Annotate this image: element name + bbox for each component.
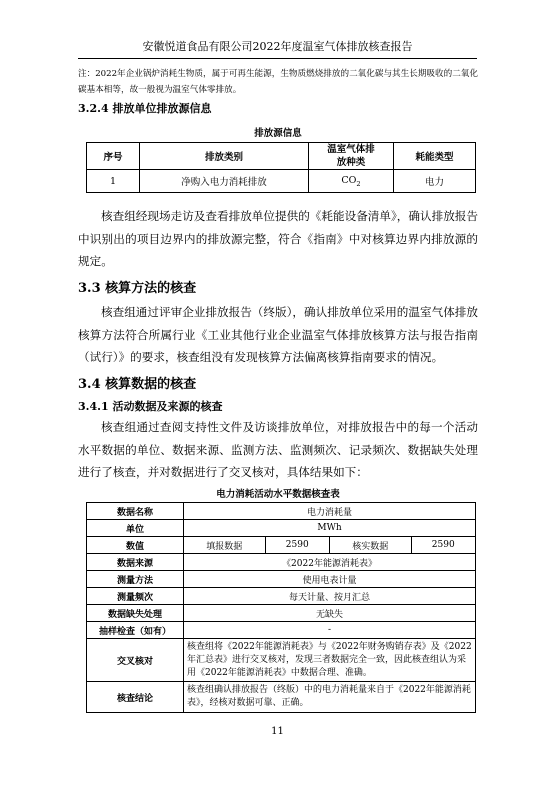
value-conclusion: 核查组确认排放报告（终版）中的电力消耗量来自于《2022年能源消耗表》，经核对数据可靠、正确。: [184, 682, 476, 713]
cell-index: 1: [87, 170, 140, 193]
table-row: [87, 605, 476, 622]
gas-formula: CO: [341, 174, 357, 186]
verified-data-label: 核实数据: [329, 537, 411, 554]
col-header-energy: 耗能类型: [394, 143, 476, 170]
paragraph-activity-data: 核查组通过查阅支持性文件及访谈排放单位，对排放报告中的每一个活动水平数据的单位、数据来源、监测方法、监测频次、记录频次、数据缺失处理进行了核查，并对数据进行了交叉核对，具体结果如下：: [78, 420, 478, 479]
col-header-type: 排放类别: [140, 143, 309, 170]
label-measurement-frequency: 测量频次: [87, 588, 184, 605]
running-header: 安徽悦道食品有限公司2022年度温室气体排放核查报告: [78, 38, 477, 59]
value-measurement-frequency: 每天计量、按月汇总: [184, 588, 476, 605]
col-header-index: 序号: [87, 143, 140, 170]
cell-type: 净购入电力消耗排放: [140, 170, 309, 193]
table-row: [87, 622, 476, 639]
value-missing-data: 无缺失: [184, 605, 476, 622]
activity-table-caption: 电力消耗活动水平数据核查表: [216, 489, 340, 500]
value-cross-check: 核查组将《2022年能源消耗表》与《2022年财务购销存表》及《2022年汇总表》进行交叉核对，发现三者数据完全一致，因此核查组认为采用《2022年能源消耗表》中数据合理、准确。: [184, 639, 476, 682]
label-unit: 单位: [87, 520, 184, 537]
paragraph-boundary-check: 核查组经现场走访及查看排放单位提供的《耗能设备清单》，确认排放报告中识别出的项目边界内的排放源完整，符合《指南》中对核算边界内排放源的规定。: [78, 209, 478, 268]
section-heading-3-4-1: 3.4.1 活动数据及来源的核查: [78, 400, 223, 413]
sources-table-caption: 排放源信息: [254, 128, 302, 139]
label-sampling-check: 抽样检查（如有）: [87, 622, 184, 639]
activity-data-table: [86, 502, 476, 713]
gas-formula-subscript: 2: [356, 179, 361, 188]
value-data-source: 《2022年能源消耗表》: [184, 554, 476, 571]
emission-sources-table: [86, 142, 476, 193]
label-data-name: 数据名称: [87, 503, 184, 520]
page-number: 11: [271, 726, 284, 737]
section-heading-3-3: 3.3 核算方法的核查: [78, 281, 197, 296]
label-data-source: 数据来源: [87, 554, 184, 571]
table-row: [87, 588, 476, 605]
label-value: 数值: [87, 537, 184, 554]
table-row: [87, 170, 476, 193]
value-measurement-method: 使用电表计量: [184, 571, 476, 588]
table-row: [87, 554, 476, 571]
label-cross-check: 交叉核对: [87, 639, 184, 682]
col-header-gas-text: 温室气体排放种类: [327, 144, 375, 168]
value-data-name: 电力消耗量: [184, 503, 476, 520]
paragraph-method-check: 核查组通过评审企业排放报告（终版），确认排放单位采用的温室气体排放核算方法符合所属行业《工业其他行业企业温室气体排放核算方法与报告指南（试行）》的要求，核查组没有发现核算方法偏离核算指南要求的情况。: [78, 305, 478, 364]
table-row: [87, 520, 476, 537]
table-row: [87, 682, 476, 713]
table-row: [87, 639, 476, 682]
reported-data-value: 2590: [265, 537, 329, 554]
reported-data-label: 填报数据: [184, 537, 266, 554]
verified-data-value: 2590: [411, 537, 475, 554]
label-missing-data: 数据缺失处理: [87, 605, 184, 622]
label-conclusion: 核查结论: [87, 682, 184, 713]
table-row: [87, 571, 476, 588]
section-heading-3-4: 3.4 核算数据的核查: [78, 377, 197, 392]
label-measurement-method: 测量方法: [87, 571, 184, 588]
col-header-gas: [309, 143, 394, 170]
value-sampling-check: -: [184, 622, 476, 639]
biomass-note: 注：2022年企业锅炉消耗生物质，属于可再生能源，生物质燃烧排放的二氧化碳与其生长期吸收的二氧化碳基本相等，故一般视为温室气体零排放。: [78, 69, 478, 95]
cell-energy: 电力: [394, 170, 476, 193]
table-row: [87, 503, 476, 520]
section-heading-3-2-4: 3.2.4 排放单位排放源信息: [78, 102, 212, 115]
cell-gas: [309, 170, 394, 193]
table-row: [87, 537, 476, 554]
value-unit: MWh: [184, 520, 476, 537]
table-header-row: [87, 143, 476, 170]
